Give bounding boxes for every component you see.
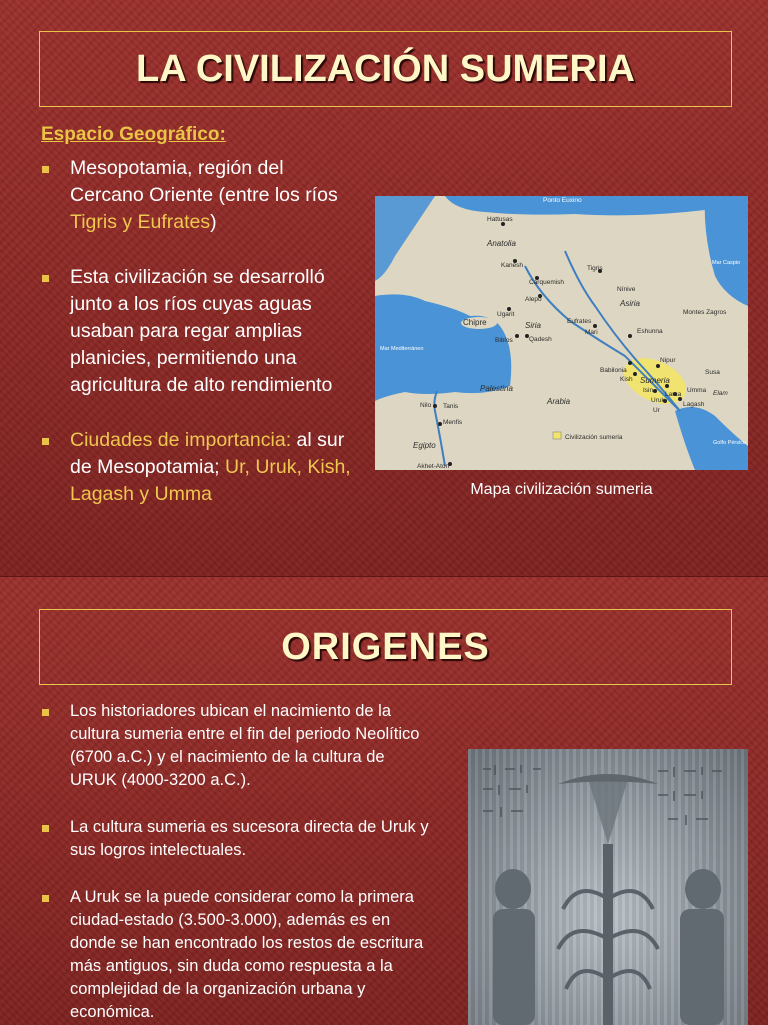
title-box xyxy=(39,609,732,685)
slide-title: LA CIVILIZACIÓN SUMERIA xyxy=(136,47,635,90)
map-label: Babilonia xyxy=(600,367,627,374)
map-label: Mari xyxy=(585,329,598,336)
bullet-text: al sur de Mesopotamia; xyxy=(70,429,345,478)
bullet-item xyxy=(41,427,361,508)
map-label: Palestina xyxy=(480,384,513,393)
bullet-list xyxy=(41,700,431,1025)
map-label: Anatolia xyxy=(487,239,516,248)
map-label: Lagash xyxy=(683,401,705,408)
map-label: Ugarit xyxy=(497,311,515,318)
map-label: Elam xyxy=(713,390,728,397)
map-label: Nipur xyxy=(660,357,676,364)
bullet-item: La cultura sumeria es sucesora directa de Uruk y sus logros intelectuales. xyxy=(41,816,431,862)
map-label: Eufrates xyxy=(567,318,592,325)
map-label: Akhet-Aton xyxy=(417,463,450,470)
cylinder-seal-relief-image xyxy=(468,749,748,1025)
map-label: Sumeria xyxy=(640,376,670,385)
map-label: Larsa xyxy=(665,391,682,398)
map-label: Asiria xyxy=(620,299,641,308)
map-label: Siria xyxy=(525,321,542,330)
slide-title: ORIGENES xyxy=(281,625,490,668)
map-caption: Mapa civilización sumeria xyxy=(470,481,653,498)
map-label: Kanesh xyxy=(501,262,524,269)
subheading: Espacio Geográfico: xyxy=(41,124,226,145)
title-box xyxy=(39,31,732,107)
map-label: Alepo xyxy=(525,296,542,303)
bullet-item xyxy=(41,155,361,236)
map-label: Qadesh xyxy=(529,336,552,343)
map-label: Susa xyxy=(705,369,720,376)
map-label: Arabia xyxy=(547,397,571,406)
map-label: Biblos xyxy=(495,337,513,344)
map-label: Mar Mediterráneo xyxy=(380,346,424,352)
highlight-cities: Ur, Uruk, Kish, Lagash y Umma xyxy=(70,456,351,505)
map-label: Nilo xyxy=(420,402,432,409)
map-label: Eshunna xyxy=(637,328,663,335)
map-label: Umma xyxy=(687,387,707,394)
highlight-rivers: Tigris y Eufrates xyxy=(70,211,211,233)
bullet-item: A Uruk se la puede considerar como la primera ciudad-estado (3.500-3.000), además es en donde se han encontrado los restos de escritura más antiguos, sin duda como respuesta a la complejidad de la organización urbana y económica. xyxy=(41,886,431,1024)
map-label: Tigris xyxy=(587,265,603,272)
mesopotamia-map xyxy=(375,196,748,470)
map-label: Uruk xyxy=(651,397,665,404)
map-label: Golfo Pérsico xyxy=(713,440,747,446)
bullet-item: Esta civilización se desarrolló junto a los ríos cuyas aguas usaban para regar amplias planicies, permitiendo una agricultura de alto rendimiento xyxy=(41,264,361,399)
bullet-list xyxy=(41,155,361,536)
map-label: Tanis xyxy=(443,403,459,410)
map-label: Isin xyxy=(643,387,654,394)
map-label: Chipre xyxy=(463,318,487,327)
bullet-text-end: ) xyxy=(210,211,217,233)
map-label: Ur xyxy=(653,407,660,414)
bullet-item: Los historiadores ubican el nacimiento de la cultura sumeria entre el fin del periodo Neolítico (6700 a.C.) y el nacimiento de la cultura de URUK (4000-3200 a.C.). xyxy=(41,700,431,792)
map-label: Montes Zagros xyxy=(683,309,727,316)
highlight-cities-heading: Ciudades de importancia: xyxy=(70,429,292,451)
map-label: Ponto Euxino xyxy=(543,197,582,204)
map-label: Hattusas xyxy=(487,216,513,223)
map-label: Mar Caspio xyxy=(712,260,741,266)
map-label: Nínive xyxy=(617,286,636,293)
bullet-text: Mesopotamia, región del Cercano Oriente (entre los ríos xyxy=(70,157,338,206)
map-label: Kish xyxy=(620,376,633,383)
map-label: Egipto xyxy=(413,441,436,450)
map-label: Menfis xyxy=(443,419,463,426)
map-legend-label: Civilización sumeria xyxy=(565,434,623,441)
map-label: Carquemish xyxy=(529,279,565,286)
slide-origenes xyxy=(0,576,768,1025)
